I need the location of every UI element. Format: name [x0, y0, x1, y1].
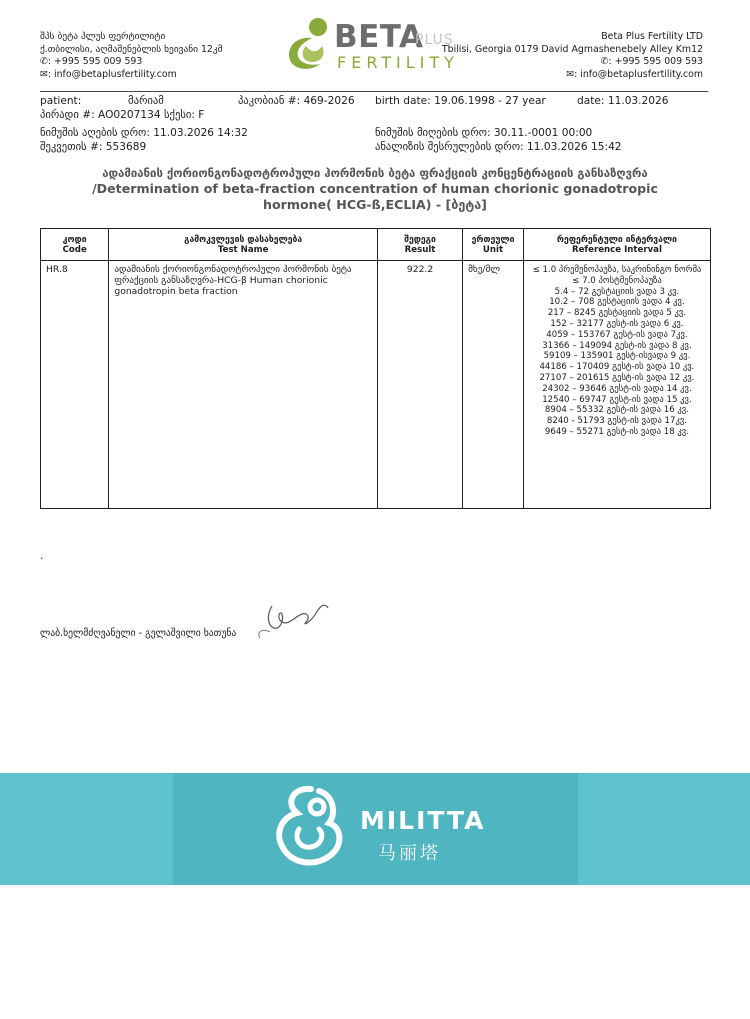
case-field: პაკობიან #: 469-2026: [238, 95, 355, 107]
cell-code: HR.8: [41, 261, 109, 509]
table-row: [41, 261, 711, 509]
col-header-code: კოდი Code: [41, 229, 109, 261]
cell-test-name: ადამიანის ქორიონგონადოტროპული ჰორმონის ბეტა ფრაქციის განსაზღვრა-HCG-β Human chorionic gonadotropin beta fraction: [109, 261, 378, 509]
logo-word: BETA: [334, 19, 424, 55]
reference-line: 4059 – 153767 გესტ-ის ვადა 7კვ.: [546, 329, 688, 340]
clinic-line: შპს ბეტა პლუს ფერტილიტი: [40, 31, 166, 42]
reference-line: 8904 – 55332 გესტ-ის ვადა 16 კვ.: [544, 405, 689, 416]
sex-value: F: [198, 109, 205, 121]
birth-date-value: 19.06.1998 - 27 year: [434, 95, 546, 107]
reference-line: 59109 – 135901 გესტ-ისვადა 9 კვ.: [543, 351, 691, 362]
clinic-line: ✆: +995 595 009 593: [40, 56, 143, 68]
clinic-line: Tbilisi, Georgia 0179 David Agmashenebely Alley Km12: [441, 43, 703, 55]
militta-logo-icon: [263, 781, 353, 877]
header-divider: [40, 91, 708, 92]
clinic-line: ✆: +995 595 009 593: [600, 56, 703, 68]
reference-line: 10.2 – 708 გესტაციის ვადა 4 კვ.: [549, 297, 685, 308]
reference-line: 27107 – 201615 გესტ-ის ვადა 12 კვ.: [539, 372, 695, 383]
title-line-en: /Determination of beta-fraction concentration of human chorionic gonadotropic: [92, 181, 658, 196]
reference-line: ≤ 7.0 პოსტმენოპაუზა: [572, 275, 662, 286]
case-number: 469-2026: [303, 95, 355, 107]
report-date-value: 11.03.2026: [607, 95, 669, 107]
report-date-field: date: 11.03.2026: [577, 95, 669, 107]
reference-line: 152 – 32177 გესტ-ის ვადა 6 კვ.: [550, 318, 684, 329]
reference-line: 31366 – 149094 გესტ-ის ვადა 8 კვ.: [542, 340, 692, 351]
militta-name: MILITTA: [360, 806, 486, 835]
sample-received-field: ნიმუშის მიღების დრო: 30.11.-0001 00:00: [375, 127, 593, 139]
cell-unit: მხე/მლ: [463, 261, 524, 509]
patient-name: მარიამ: [128, 95, 164, 107]
clinic-address-ka: [40, 31, 290, 81]
clinic-line: Beta Plus Fertility LTD: [601, 31, 703, 42]
reference-line: 24302 – 93646 გესტ-ის ვადა 14 კვ.: [542, 383, 692, 394]
logo-mark-icon: [282, 16, 334, 72]
reference-line: 9649 – 55271 გესტ-ის ვადა 18 კვ.: [544, 426, 689, 437]
table-header-row: [41, 229, 711, 261]
sample-taken-value: 11.03.2026 14:32: [153, 127, 248, 139]
title-line-en: hormone( HCG-ß,ECLIA) - [ბეტა]: [263, 197, 487, 212]
clinic-line: ✉: info@betaplusfertility.com: [40, 68, 177, 80]
title-line-ka: ადამიანის ქორიონგონადოტროპული ჰორმონის ბეტა ფრაქციის კონცენტრაციის განსაზღვრა: [102, 166, 648, 180]
clinic-address-en: [403, 31, 703, 81]
reference-line: 44186 – 170409 გესტ-ის ვადა 10 კვ.: [539, 362, 695, 373]
sample-taken-field: ნიმუშის აღების დრო: 11.03.2026 14:32: [40, 127, 248, 139]
reference-line: 5.4 – 72 გესტაციის ვადა 3 კვ.: [554, 286, 680, 297]
col-header-result: შედეგი Result: [377, 229, 462, 261]
results-table: [40, 228, 711, 509]
logo-plus: PLUS: [415, 32, 454, 48]
col-header-unit: ერთეული Unit: [463, 229, 524, 261]
personal-id-value: AO0207134: [98, 109, 161, 121]
cell-reference-interval: [523, 261, 710, 509]
logo-subtitle: FERTILITY: [337, 53, 459, 72]
col-header-test-name: გამოკვლევის დასახელება Test Name: [109, 229, 378, 261]
analysis-done-field: ანალიზის შესრულების დრო: 11.03.2026 15:42: [375, 141, 622, 153]
birth-date-field: birth date: 19.06.1998 - 27 year: [375, 95, 546, 107]
cell-result: 922.2: [377, 261, 462, 509]
reference-line: 12540 – 69747 გესტ-ის ვადა 15 კვ.: [542, 394, 692, 405]
sample-received-value: 30.11.-0001 00:00: [493, 127, 593, 139]
col-header-reference: რეფერენტული ინტერვალი Reference Interval: [523, 229, 710, 261]
lab-head-signature-label: ლაბ.ხელმძღვანელი - გელაშვილი ხათუნა: [40, 628, 237, 639]
banner-center-panel: [173, 773, 578, 885]
test-title: [30, 165, 720, 213]
order-number-field: შეკვეთის #: 553689: [40, 141, 147, 153]
personal-id-field: პირადი #: AO0207134 სქესი: F: [40, 109, 205, 121]
signature-scribble: [252, 598, 334, 644]
order-number-value: 553689: [105, 141, 147, 153]
reference-line: ≤ 1.0 პრემენოპაუზა, საკრინინგო ნორმა: [532, 265, 702, 275]
clinic-line: ✉: info@betaplusfertility.com: [566, 68, 703, 80]
stray-dot: .: [40, 549, 44, 562]
clinic-line: ქ.თბილისი, აღმაშენებლის ხეივანი 12კმ: [40, 43, 223, 55]
patient-field: patient: მარიამ: [40, 95, 164, 107]
militta-chinese-name: 马丽塔: [378, 843, 441, 864]
reference-line: 217 – 8245 გესტაციის ვადა 5 კვ.: [547, 308, 687, 319]
militta-banner: [0, 773, 750, 885]
reference-line: 8240 - 51793 გესტ-ის ვადა 17კვ.: [546, 416, 687, 427]
analysis-done-value: 11.03.2026 15:42: [527, 141, 622, 153]
